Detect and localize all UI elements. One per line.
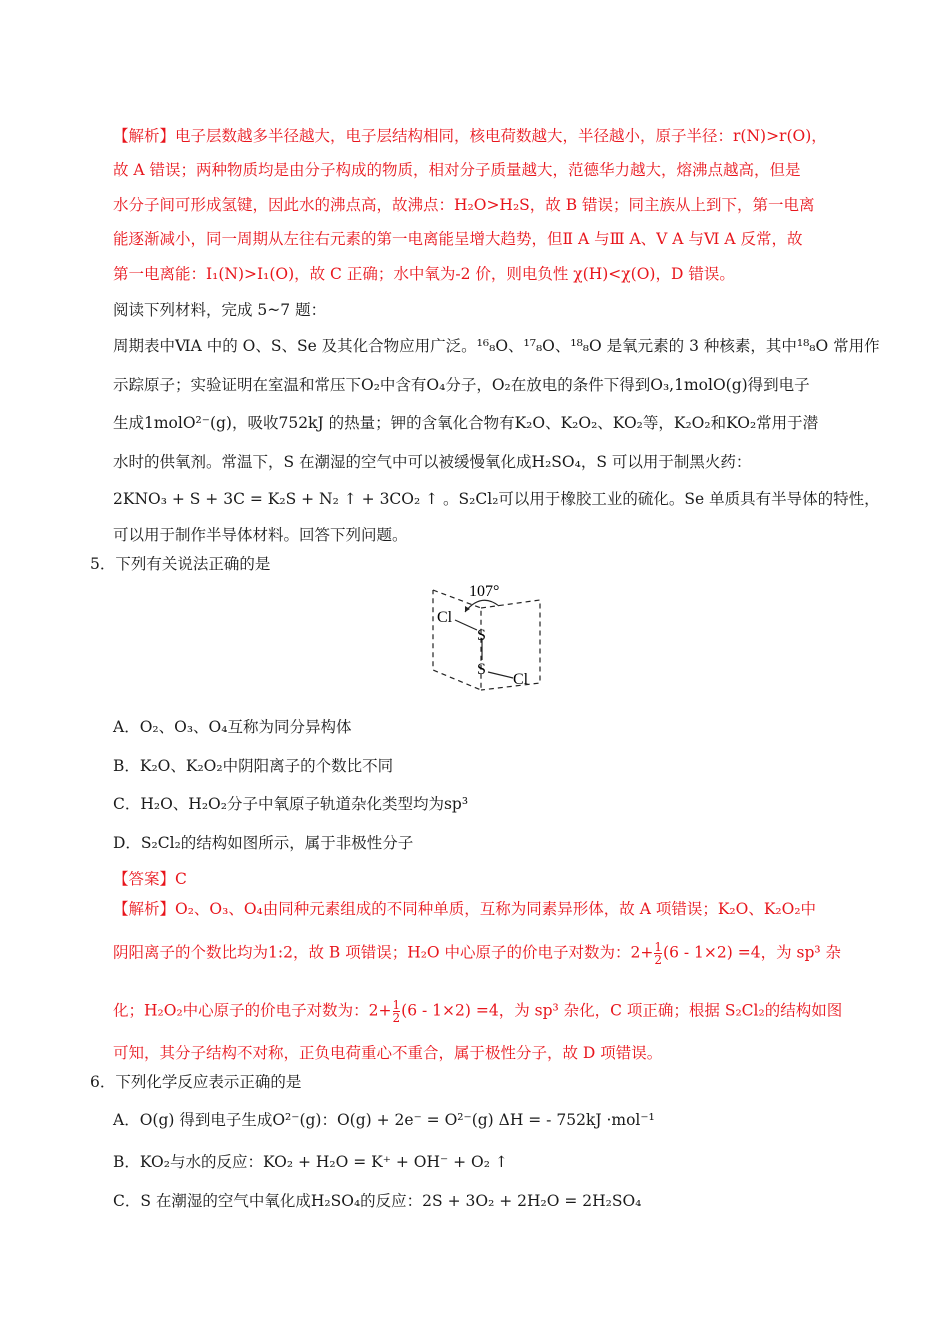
question-5-option-a: A．O₂、O₃、O₄互称为同分异构体: [113, 718, 352, 736]
question-5-option-c: C．H₂O、H₂O₂分子中氧原子轨道杂化类型均为sp³: [113, 795, 469, 813]
cl-atom-left: Cl: [437, 609, 453, 626]
material-line-2: 示踪原子；实验证明在室温和常压下O₂中含有O₄分子，O₂在放电的条件下得到O₃,1molO(g)得到电子: [113, 376, 810, 394]
fraction-half: [654, 941, 662, 966]
material-line-5: 2KNO₃ + S + 3C = K₂S + N₂ ↑ + 3CO₂ ↑ 。S₂Cl₂可以用于橡胶工业的硫化。Se 单质具有半导体的特性，: [113, 490, 880, 508]
analysis-line-1: 【解析】电子层数越多半径越大，电子层结构相同，核电荷数越大，半径越小，原子半径：r(N)>r(O)，: [113, 127, 827, 145]
material-line-3: 生成1molO²⁻(g)，吸收752kJ 的热量；钾的含氧化合物有K₂O、K₂O₂、KO₂等，K₂O₂和KO₂常用于潜: [113, 414, 819, 432]
material-line-6: 可以用于制作半导体材料。回答下列问题。: [113, 526, 408, 544]
analysis-text: (6 - 1×2) =4，为 sp³ 杂化，C 项正确；根据 S₂Cl₂的结构如图: [401, 1001, 843, 1020]
analysis-text: 化；H₂O₂中心原子的价电子对数为：2+: [113, 1001, 392, 1020]
cl-atom-right: Cl: [513, 671, 529, 688]
question-6-option-c: C．S 在潮湿的空气中氧化成H₂SO₄的反应：2S + 3O₂ + 2H₂O = 2H₂SO₄: [113, 1192, 642, 1210]
s-atom-top: S: [477, 627, 486, 644]
question-5-text: 下列有关说法正确的是: [115, 555, 271, 573]
question-6-option-b: B．KO₂与水的反应：KO₂ + H₂O = K⁺ + OH⁻ + O₂ ↑: [113, 1153, 508, 1171]
question-6-option-a: A．O(g) 得到电子生成O²⁻(g)：O(g) + 2e⁻ = O²⁻(g) ΔH = - 752kJ ·mol⁻¹: [113, 1111, 655, 1129]
question-5-option-b: B．K₂O、K₂O₂中阴阳离子的个数比不同: [113, 757, 394, 775]
question-6-stem: [90, 1071, 301, 1093]
fraction-numerator: 1: [654, 940, 663, 954]
fraction-denominator: 2: [392, 1011, 401, 1025]
analysis-line-3: 水分子间可形成氢键，因此水的沸点高，故沸点：H₂O>H₂S，故 B 错误；同主族从上到下，第一电离: [113, 196, 815, 214]
question-5-option-d: D．S₂Cl₂的结构如图所示，属于非极性分子: [113, 834, 414, 852]
analysis-text: (6 - 1×2) =4，为 sp³ 杂: [663, 943, 842, 962]
s-atom-bottom: S: [477, 661, 486, 678]
question-5-analysis-line-4: 可知，其分子结构不对称，正负电荷重心不重合，属于极性分子，故 D 项错误。: [113, 1044, 663, 1062]
question-6-text: 下列化学反应表示正确的是: [115, 1073, 302, 1091]
analysis-line-4: 能逐渐减小，同一周期从左往右元素的第一电离能呈增大趋势，但Ⅱ A 与Ⅲ A、Ⅴ A 与Ⅵ A 反常，故: [113, 230, 803, 248]
material-line-4: 水时的供氧剂。常温下，S 在潮湿的空气中可以被缓慢氧化成H₂SO₄，S 可以用于制黑火药：: [113, 453, 752, 471]
question-5-analysis-line-3: [113, 999, 842, 1024]
bond-angle-label: 107°: [469, 583, 500, 600]
analysis-line-5: 第一电离能：I₁(N)>I₁(O)，故 C 正确；水中氧为-2 价，则电负性 χ(H)<χ(O)，D 错误。: [113, 265, 735, 283]
question-5-analysis-line-2: [113, 941, 841, 966]
question-6-number: 6．: [90, 1073, 116, 1091]
fraction-half: [393, 999, 401, 1024]
question-5-analysis-line-1: 【解析】O₂、O₃、O₄由同种元素组成的不同种单质，互称为同素异形体，故 A 项错误；K₂O、K₂O₂中: [113, 900, 817, 918]
material-intro: 阅读下列材料，完成 5~7 题：: [113, 301, 327, 319]
question-5-stem: [90, 553, 270, 575]
s2cl2-structure-diagram: [425, 578, 550, 698]
analysis-text: 阴阳离子的个数比均为1:2，故 B 项错误；H₂O 中心原子的价电子对数为：2+: [113, 943, 654, 962]
fraction-denominator: 2: [654, 953, 663, 967]
fraction-numerator: 1: [392, 998, 401, 1012]
question-5-answer: 【答案】C: [113, 870, 187, 888]
analysis-line-2: 故 A 错误；两种物质均是由分子构成的物质，相对分子质量越大，范德华力越大，熔沸点越高，但是: [113, 161, 801, 179]
material-line-1: 周期表中ⅥA 中的 O、S、Se 及其化合物应用广泛。¹⁶₈O、¹⁷₈O、¹⁸₈O 是氧元素的 3 种核素，其中¹⁸₈O 常用作: [113, 337, 880, 355]
question-5-number: 5．: [90, 555, 116, 573]
